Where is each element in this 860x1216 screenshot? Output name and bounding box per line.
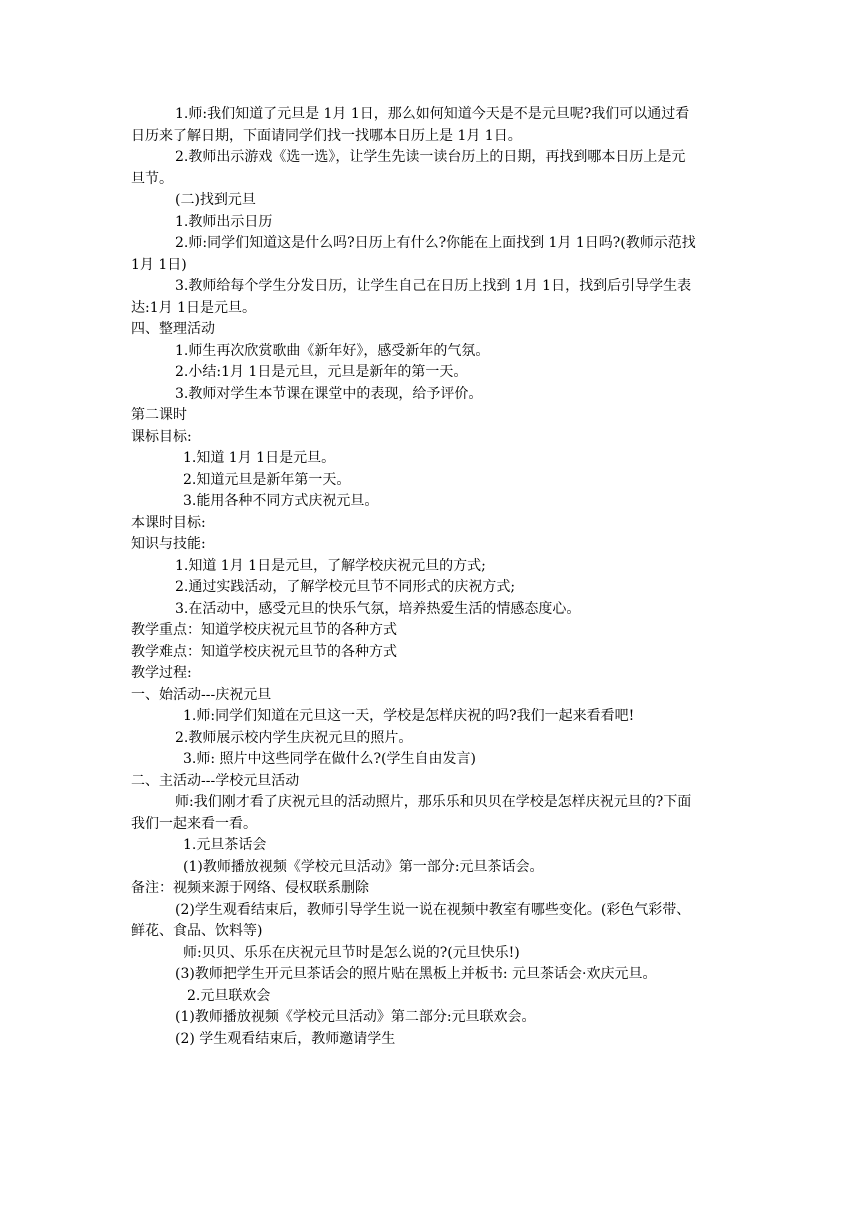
text-line: 2.通过实践活动，了解学校元旦节不同形式的庆祝方式;	[175, 579, 516, 595]
text-line: 课标目标:	[131, 428, 192, 445]
text-line: 2.知道元旦是新年第一天。	[183, 471, 351, 488]
text-line: 备注：视频来源于网络、侵权联系删除	[131, 880, 369, 896]
text-line: 我们一起来看一看。	[131, 815, 257, 832]
text-line: 1.教师出示日历	[175, 213, 273, 230]
text-line: 教学重点：知道学校庆祝元旦节的各种方式	[131, 622, 397, 638]
text-line: 2.小结:1月 1日是元旦，元旦是新年的第一天。	[175, 364, 468, 380]
text-line: 1.元旦茶话会	[183, 837, 267, 853]
text-line: 鲜花、食品、饮料等)	[131, 923, 263, 939]
document-body	[131, 104, 731, 1050]
text-line: 1.师生再次欣赏歌曲《新年好》，感受新年的气氛。	[175, 342, 490, 359]
text-line: 本课时目标:	[131, 514, 206, 531]
text-line: 日历来了解日期，下面请同学们找一找哪本日历上是 1月 1日。	[131, 127, 522, 144]
text-line: 2.元旦联欢会	[187, 987, 271, 1004]
text-line: 3.能用各种不同方式庆祝元旦。	[183, 493, 379, 509]
text-line: 知识与技能:	[131, 536, 206, 552]
text-line: 2.师:同学们知道这是什么吗?日历上有什么?你能在上面找到 1月 1日吗?(教师示范找	[175, 235, 696, 251]
text-line: (1)教师播放视频《学校元旦活动》第一部分:元旦茶话会。	[183, 858, 544, 875]
text-line: 3.教师给每个学生分发日历，让学生自己在日历上找到 1月 1日，找到后引导学生表	[175, 278, 692, 294]
text-line: 1月 1日)	[131, 256, 187, 273]
text-line: 一、始活动---庆祝元旦	[131, 686, 272, 703]
text-line: 教学过程:	[131, 665, 192, 681]
text-line: 二、主活动---学校元旦活动	[131, 772, 300, 789]
text-line: 3.师: 照片中这些同学在做什么?(学生自由发言)	[183, 751, 476, 767]
text-line: 1.师:同学们知道在元旦这一天，学校是怎样庆祝的吗?我们一起来看看吧!	[183, 708, 635, 724]
text-line: 1.知道 1月 1日是元旦。	[183, 450, 336, 466]
text-line: 教学难点：知道学校庆祝元旦节的各种方式	[131, 643, 397, 660]
text-line: (二)找到元旦	[175, 192, 256, 208]
text-line: 2.教师出示游戏《选一选》，让学生先读一读台历上的日期，再找到哪本日历上是元	[175, 149, 686, 165]
text-line: (3)教师把学生开元旦茶话会的照片贴在黑板上并板书: 元旦茶话会·欢庆元旦。	[175, 966, 657, 982]
text-line: 师:贝贝、乐乐在庆祝元旦节时是怎么说的?(元旦快乐!)	[183, 944, 520, 961]
text-line: 第二课时	[131, 407, 187, 423]
text-line: 师:我们刚才看了庆祝元旦的活动照片，那乐乐和贝贝在学校是怎样庆祝元旦的?下面	[175, 794, 692, 810]
text-line: (2)学生观看结束后，教师引导学生说一说在视频中教室有哪些变化。(彩色气彩带、	[175, 901, 691, 918]
text-line: 1.知道 1月 1日是元旦，了解学校庆祝元旦的方式;	[175, 557, 486, 574]
text-line: 达:1月 1日是元旦。	[131, 299, 256, 316]
text-line: 1.师:我们知道了元旦是 1月 1日，那么如何知道今天是不是元旦呢?我们可以通过看	[175, 106, 690, 122]
text-line: (2) 学生观看结束后，教师邀请学生	[175, 1030, 396, 1047]
text-line: 3.教师对学生本节课在课堂中的表现，给予评价。	[175, 385, 483, 402]
text-line: 3.在活动中，感受元旦的快乐气氛，培养热爱生活的情感态度心。	[175, 600, 581, 617]
text-line: 旦节。	[131, 170, 173, 187]
text-line: 四、整理活动	[131, 321, 215, 337]
text-line: 2.教师展示校内学生庆祝元旦的照片。	[175, 729, 413, 746]
text-line: (1)教师播放视频《学校元旦活动》第二部分:元旦联欢会。	[175, 1009, 536, 1025]
